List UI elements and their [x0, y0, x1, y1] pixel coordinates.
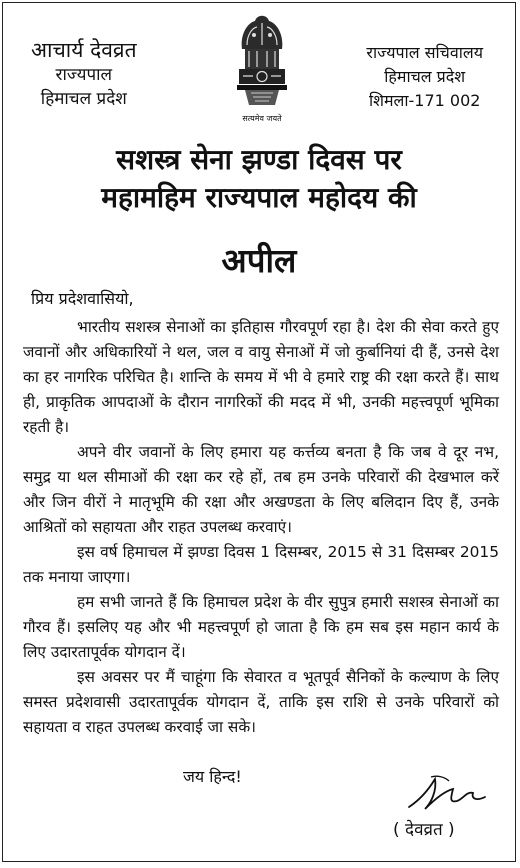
signature-icon — [401, 769, 501, 819]
office-city-pin: शिमला-171 002 — [368, 91, 481, 110]
office-name: राज्यपाल सचिवालय — [366, 43, 483, 62]
paragraph: हम सभी जानते हैं कि हिमाचल प्रदेश के वीर सुपुत्र हमारी सशस्त्र सेनाओं का गौरव हैं। इसलिए यह और भी महत्त्वपूर्ण हो जाता है कि हम सब इस महान कार्य के लिए उदारतापूर्वक योगदान दें। — [23, 593, 499, 661]
sender-state: हिमाचल प्रदेश — [40, 89, 127, 109]
sender-block — [31, 37, 137, 111]
appeal-heading: अपील — [221, 241, 297, 280]
paragraph: इस अवसर पर मैं चाहूंगा कि सेवारत व भूतपूर्व सैनिकों के कल्याण के लिए समस्त प्रदेशवासी उदारतापूर्वक योगदान दें, ताकि इस राशि से उनके परिवारों को सहायता व राहत उपलब्ध करवाई जा सके। — [23, 668, 499, 736]
sender-designation: राज्यपाल — [55, 65, 113, 85]
office-address-block — [366, 41, 483, 113]
page-title — [3, 141, 515, 217]
national-emblem — [231, 9, 293, 127]
sender-name: आचार्य देवव्रत — [31, 38, 137, 62]
signatory-name: ( देवव्रत ) — [393, 820, 455, 840]
paragraph: अपने वीर जवानों के लिए हमारा यह कर्त्तव्य बनता है कि जब वे दूर नभ, समुद्र या थल सीमाओं की रक्षा कर रहे हों, तब हम उनके परिवारों की देखभाल करें और जिन वीरों ने मातृभूमि की रक्षा और अखण्डता के लिए बलिदान दिए हैं, उनके आश्रितों को सहायता और राहत उपलब्ध करवाएं। — [23, 443, 499, 536]
salutation: प्रिय प्रदेशवासियो, — [31, 289, 134, 308]
paragraph: इस वर्ष हिमाचल में झण्डा दिवस 1 दिसम्बर, 2015 से 31 दिसम्बर 2015 तक मनाया जाएगा। — [23, 543, 499, 586]
title-line-2: महामहिम राज्यपाल महोदय की — [101, 181, 417, 214]
ashoka-lion-emblem-icon — [233, 9, 291, 113]
letter-body — [23, 315, 499, 740]
title-line-1: सशस्त्र सेना झण्डा दिवस पर — [116, 143, 402, 176]
appeal-letter — [2, 2, 516, 862]
office-state: हिमाचल प्रदेश — [384, 67, 466, 86]
emblem-motto: सत्यमेव जयते — [242, 114, 282, 123]
closing-salute: जय हिन्द! — [183, 767, 242, 786]
paragraph: भारतीय सशस्त्र सेनाओं का इतिहास गौरवपूर्ण रहा है। देश की सेवा करते हुए जवानों और अधिकारियों ने थल, जल व वायु सेनाओं में जो कुर्बानियां दी हैं, उनसे देश का हर नागरिक परिचित है। शान्ति के समय में भी वे हमारे राष्ट्र की रक्षा करते हैं। साथ ही, प्राकृतिक आपदाओं के दौरान नागरिकों की मदद में भी, उनकी महत्त्वपूर्ण भूमिका रहती है। — [23, 318, 499, 436]
